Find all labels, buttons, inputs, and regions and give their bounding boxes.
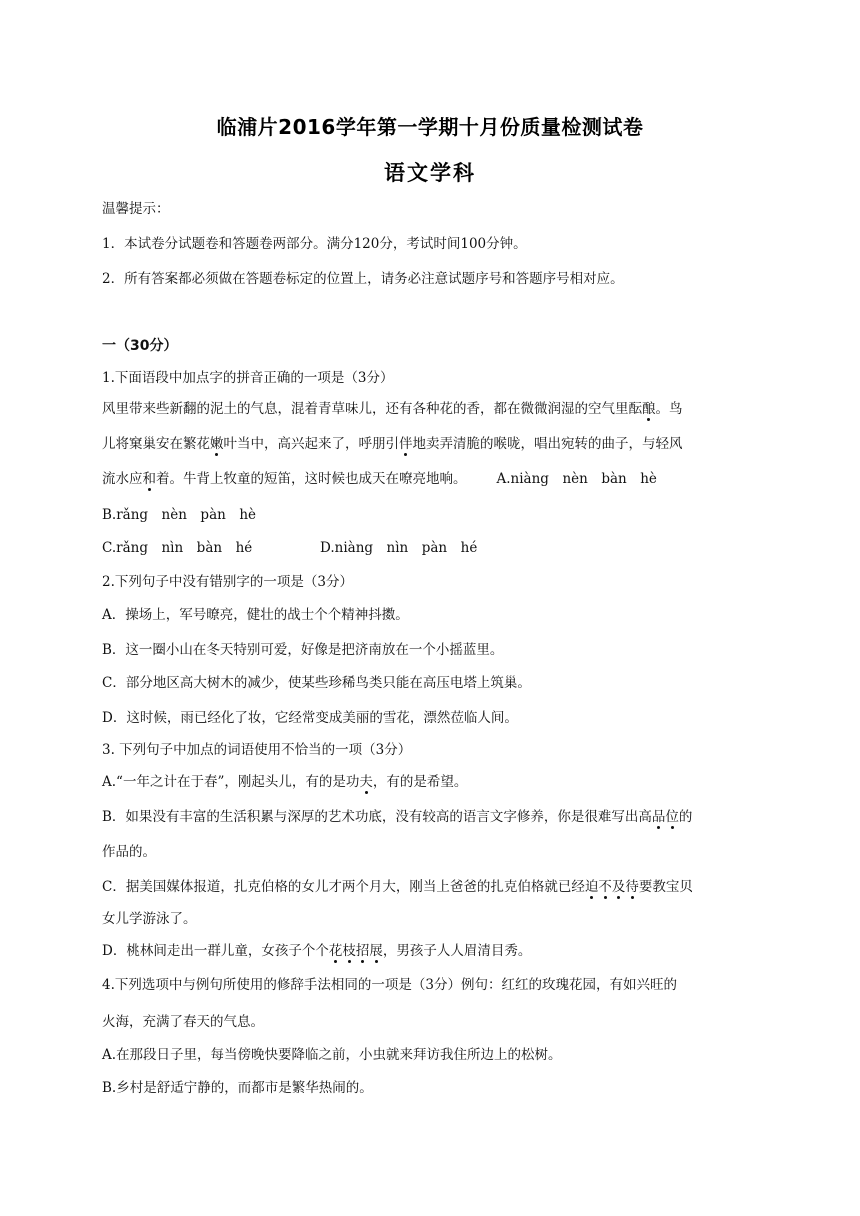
q1-p2-text-b: 叶当中，高兴起来了，呼朋引 [223, 436, 399, 452]
q1-option-b: B.rǎng nèn pàn hè [102, 507, 256, 523]
q1-options-cd [102, 538, 762, 558]
q3-a-text-a: A.“一年之计在于春”，刚起头儿，有的是功 [102, 774, 360, 790]
exam-title: 临浦片2016学年第一学期十月份质量检测试卷 [216, 115, 644, 139]
notice-item-1: 1．本试卷分试题卷和答题卷两部分。满分120分，考试时间100分钟。 [102, 236, 527, 252]
q3-b-dotted-char-1: 品 [651, 809, 666, 825]
q1-passage-line-2 [102, 434, 762, 454]
q1-option-c: C.rǎng nìn bàn hé [102, 540, 253, 556]
q2-option-a: A．操场上，军号暸亮，健壮的战士个个精神抖擞。 [102, 607, 409, 623]
q1-dotted-char-3: 伴 [399, 436, 413, 452]
q4-stem-line-1: 4.下列选项中与例句所使用的修辞手法相同的一项是（3分）例句：红红的玫瑰花园，有如兴旺的 [102, 977, 677, 993]
q1-p3-text-a: 流水应 [102, 471, 143, 487]
q3-c-text-b: 要教宝贝 [638, 879, 693, 895]
section-heading: 一（30分） [102, 338, 178, 354]
q3-d-text-b: ，男孩子人人眉清目秀。 [382, 943, 532, 959]
q2-option-b: B．这一圈小山在冬天特别可爱，好像是把济南放在一个小摇蓝里。 [102, 642, 504, 658]
q3-option-b-line-1 [102, 807, 762, 827]
q3-b-dotted-char-2: 位 [665, 809, 679, 825]
q3-c-dotted-char-3: 及 [611, 879, 626, 895]
q1-p2-text-a: 儿将窠巢安在繁花 [102, 436, 210, 452]
q3-option-d [102, 941, 762, 961]
q1-dotted-char-2: 嫩 [210, 436, 224, 452]
q3-d-dotted-char-1: 花 [328, 943, 343, 959]
q3-stem: 3. 下列句子中加点的词语使用不恰当的一项（3分） [102, 742, 412, 758]
notice-label: 温馨提示： [102, 201, 170, 217]
q4-option-a: A.在那段日子里，每当傍晚快要降临之前，小虫就来拜访我住所边上的松树。 [102, 1047, 562, 1063]
q3-c-dotted-char-4: 待 [625, 879, 639, 895]
q2-option-c: C．部分地区高大树木的减少，使某些珍稀鸟类只能在高压电塔上筑巢。 [102, 675, 531, 691]
q3-d-dotted-char-3: 招 [355, 943, 370, 959]
q1-stem: 1.下面语段中加点字的拼音正确的一项是（3分） [102, 370, 394, 386]
q4-option-b: B.乡村是舒适宁静的，而都市是繁华热闹的。 [102, 1080, 373, 1096]
q3-c-text-a: C．据美国媒体报道，扎克伯格的女儿才两个月大，刚当上爸爸的扎克伯格就已经 [102, 879, 585, 895]
q1-option-a: A.niàng nèn bàn hè [496, 471, 657, 487]
q1-p2-text-c: 地卖弄清脆的喉咙，唱出宛转的曲子，与轻风 [412, 436, 683, 452]
notice-item-2: 2．所有答案都必须做在答题卷标定的位置上，请务必注意试题序号和答题序号相对应。 [102, 271, 624, 287]
exam-subtitle: 语文学科 [384, 161, 476, 185]
q1-dotted-char-4: 和 [142, 471, 156, 487]
q3-option-b-line-2: 作品的。 [102, 844, 156, 860]
q3-b-text-b: 的 [678, 809, 693, 825]
q3-d-dotted-char-2: 枝 [342, 943, 356, 959]
q3-a-dotted-char: 夫 [359, 774, 373, 790]
q1-dotted-char-1: 酿 [642, 401, 656, 417]
q3-d-dotted-char-4: 展 [369, 943, 383, 959]
q1-option-d: D.niàng nìn pàn hé [320, 540, 478, 556]
q3-option-c-line-2: 女儿学游泳了。 [102, 911, 197, 927]
q2-stem: 2.下列句子中没有错别字的一项是（3分） [102, 574, 353, 590]
q1-passage-line-3 [102, 469, 762, 489]
q1-p3-text-b: 着。牛背上牧童的短笛，这时候也成天在嘹亮地响。 [156, 471, 467, 487]
q3-a-text-b: ，有的是希望。 [372, 774, 468, 790]
q1-p1-text-b: 。鸟 [655, 401, 683, 417]
q1-p1-text-a: 风里带来些新翻的泥土的气息，混着青草味儿，还有各种花的香，都在微微润湿的空气里酝 [102, 401, 642, 417]
q1-passage-line-1 [102, 399, 762, 419]
q3-option-c-line-1 [102, 877, 762, 897]
q3-b-text-a: B．如果没有丰富的生活积累与深厚的艺术功底，没有较高的语言文字修养，你是很难写出高 [102, 809, 652, 825]
q3-c-dotted-char-2: 不 [598, 879, 612, 895]
q2-option-d: D．这时候，雨已经化了妆，它经常变成美丽的雪花，漂然莅临人间。 [102, 710, 518, 726]
q4-stem-line-2: 火海，充满了春天的气息。 [102, 1014, 264, 1030]
q3-d-text-a: D．桃林间走出一群儿童，女孩子个个 [102, 943, 329, 959]
q3-c-dotted-char-1: 迫 [584, 879, 599, 895]
q3-option-a [102, 772, 762, 792]
